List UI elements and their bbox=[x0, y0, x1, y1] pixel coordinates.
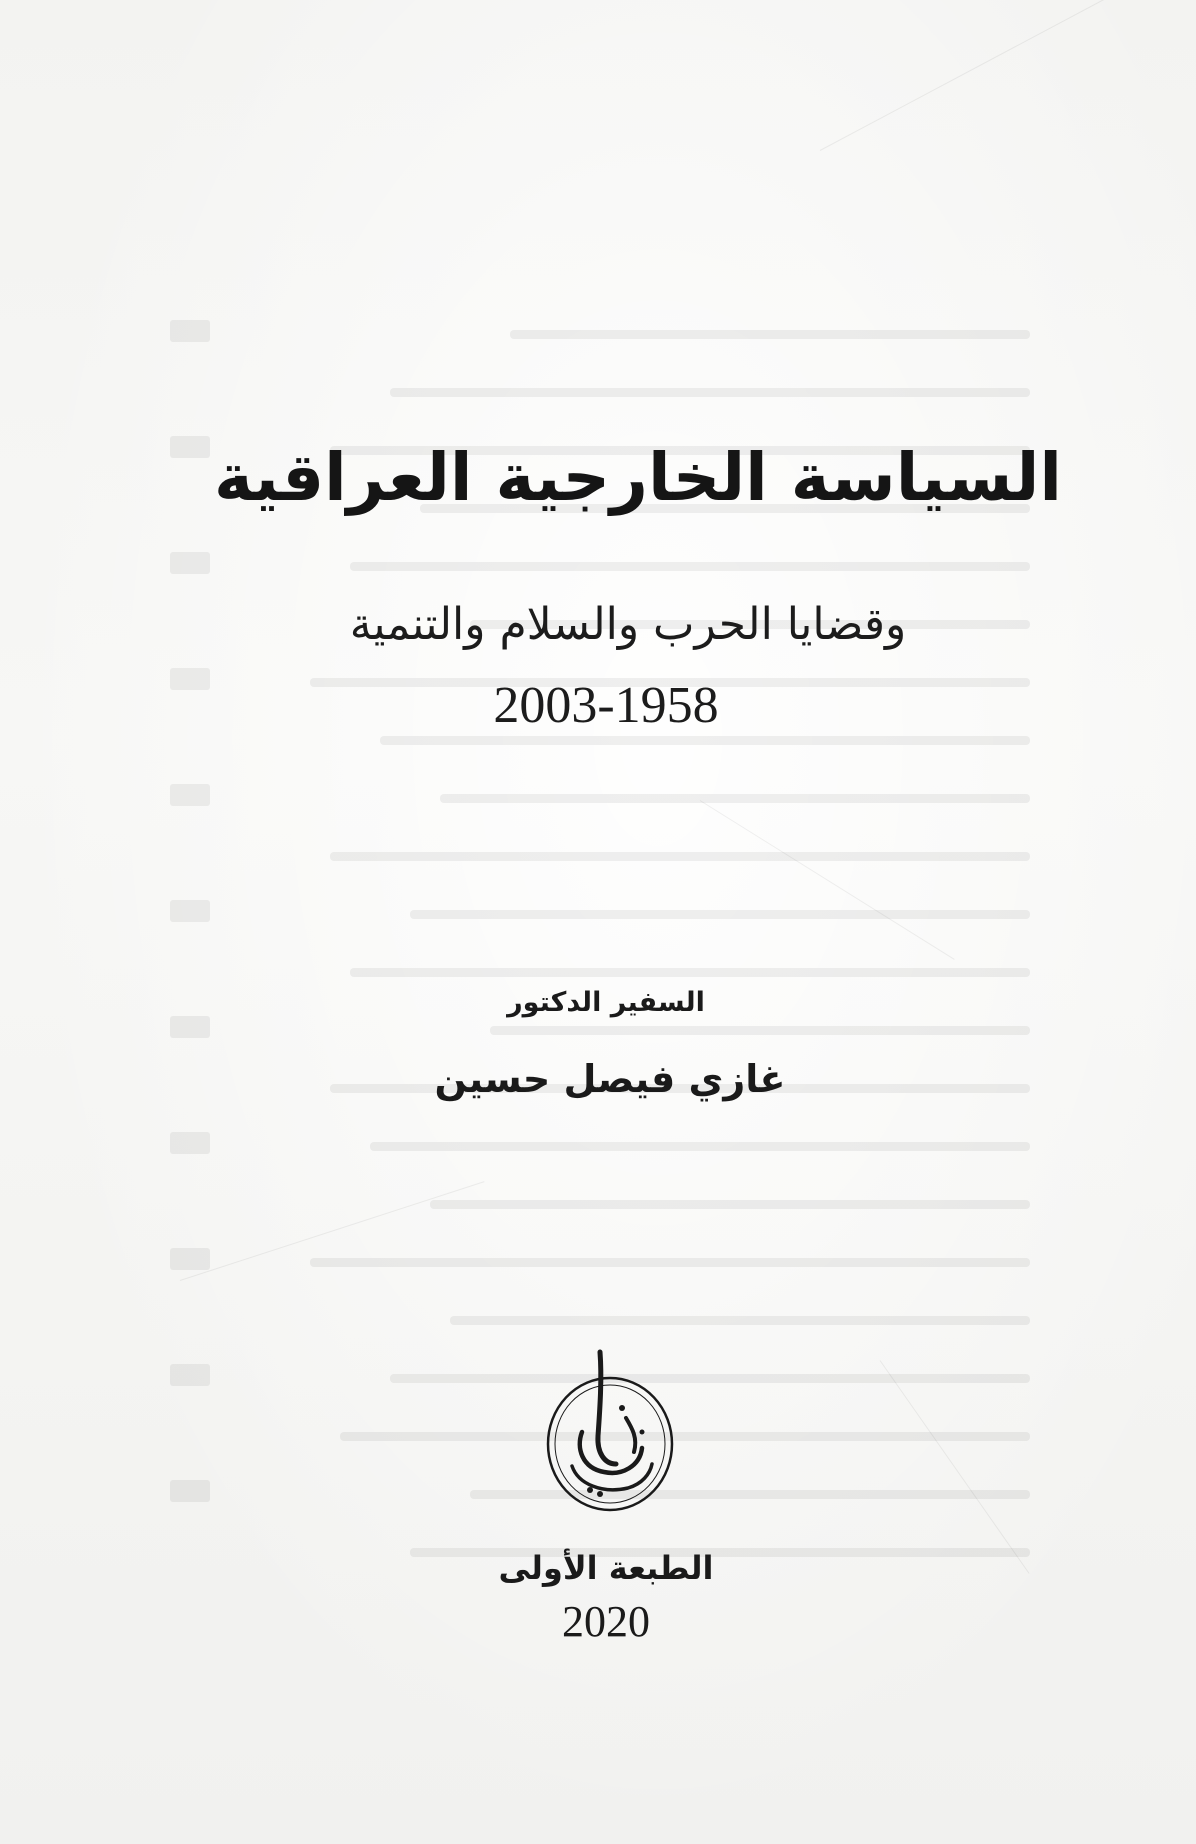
show-through-line bbox=[490, 1026, 1030, 1035]
paper-crease bbox=[700, 800, 955, 960]
show-through-line bbox=[390, 1374, 1030, 1383]
edition-year: 2020 bbox=[562, 1597, 650, 1646]
paper-crease bbox=[820, 0, 1156, 151]
show-through-line bbox=[330, 852, 1030, 861]
show-through-page-number bbox=[170, 1132, 210, 1154]
show-through-line bbox=[510, 330, 1030, 339]
paper-crease bbox=[880, 1360, 1030, 1574]
show-through-page-number bbox=[170, 320, 210, 342]
author-name: غازي فيصل حسين bbox=[434, 1057, 786, 1101]
show-through-line bbox=[340, 1432, 1030, 1441]
show-through-line bbox=[350, 968, 1030, 977]
edition-label: الطبعة الأولى bbox=[498, 1549, 714, 1587]
show-through-page-number bbox=[170, 1480, 210, 1502]
show-through-page-number bbox=[170, 784, 210, 806]
show-through-line bbox=[440, 794, 1030, 803]
show-through-line bbox=[310, 1258, 1030, 1267]
show-through-page-number bbox=[170, 1364, 210, 1386]
show-through-line bbox=[410, 910, 1030, 919]
show-through-line bbox=[370, 1142, 1030, 1151]
book-subtitle: وقضايا الحرب والسلام والتنمية bbox=[349, 599, 907, 650]
show-through-line bbox=[350, 562, 1030, 571]
show-through-page-number bbox=[170, 900, 210, 922]
book-years: 2003-1958 bbox=[493, 677, 719, 734]
author-title: السفير الدكتور bbox=[507, 987, 705, 1018]
show-through-page-number bbox=[170, 552, 210, 574]
show-through-page-number bbox=[170, 1248, 210, 1270]
show-through-line bbox=[450, 1316, 1030, 1325]
show-through-line bbox=[430, 1200, 1030, 1209]
publisher-logo bbox=[542, 1348, 678, 1514]
show-through-line bbox=[380, 736, 1030, 745]
paper-crease bbox=[180, 1181, 485, 1281]
book-title: السياسة الخارجية العراقية bbox=[214, 439, 1062, 516]
show-through-line bbox=[390, 388, 1030, 397]
